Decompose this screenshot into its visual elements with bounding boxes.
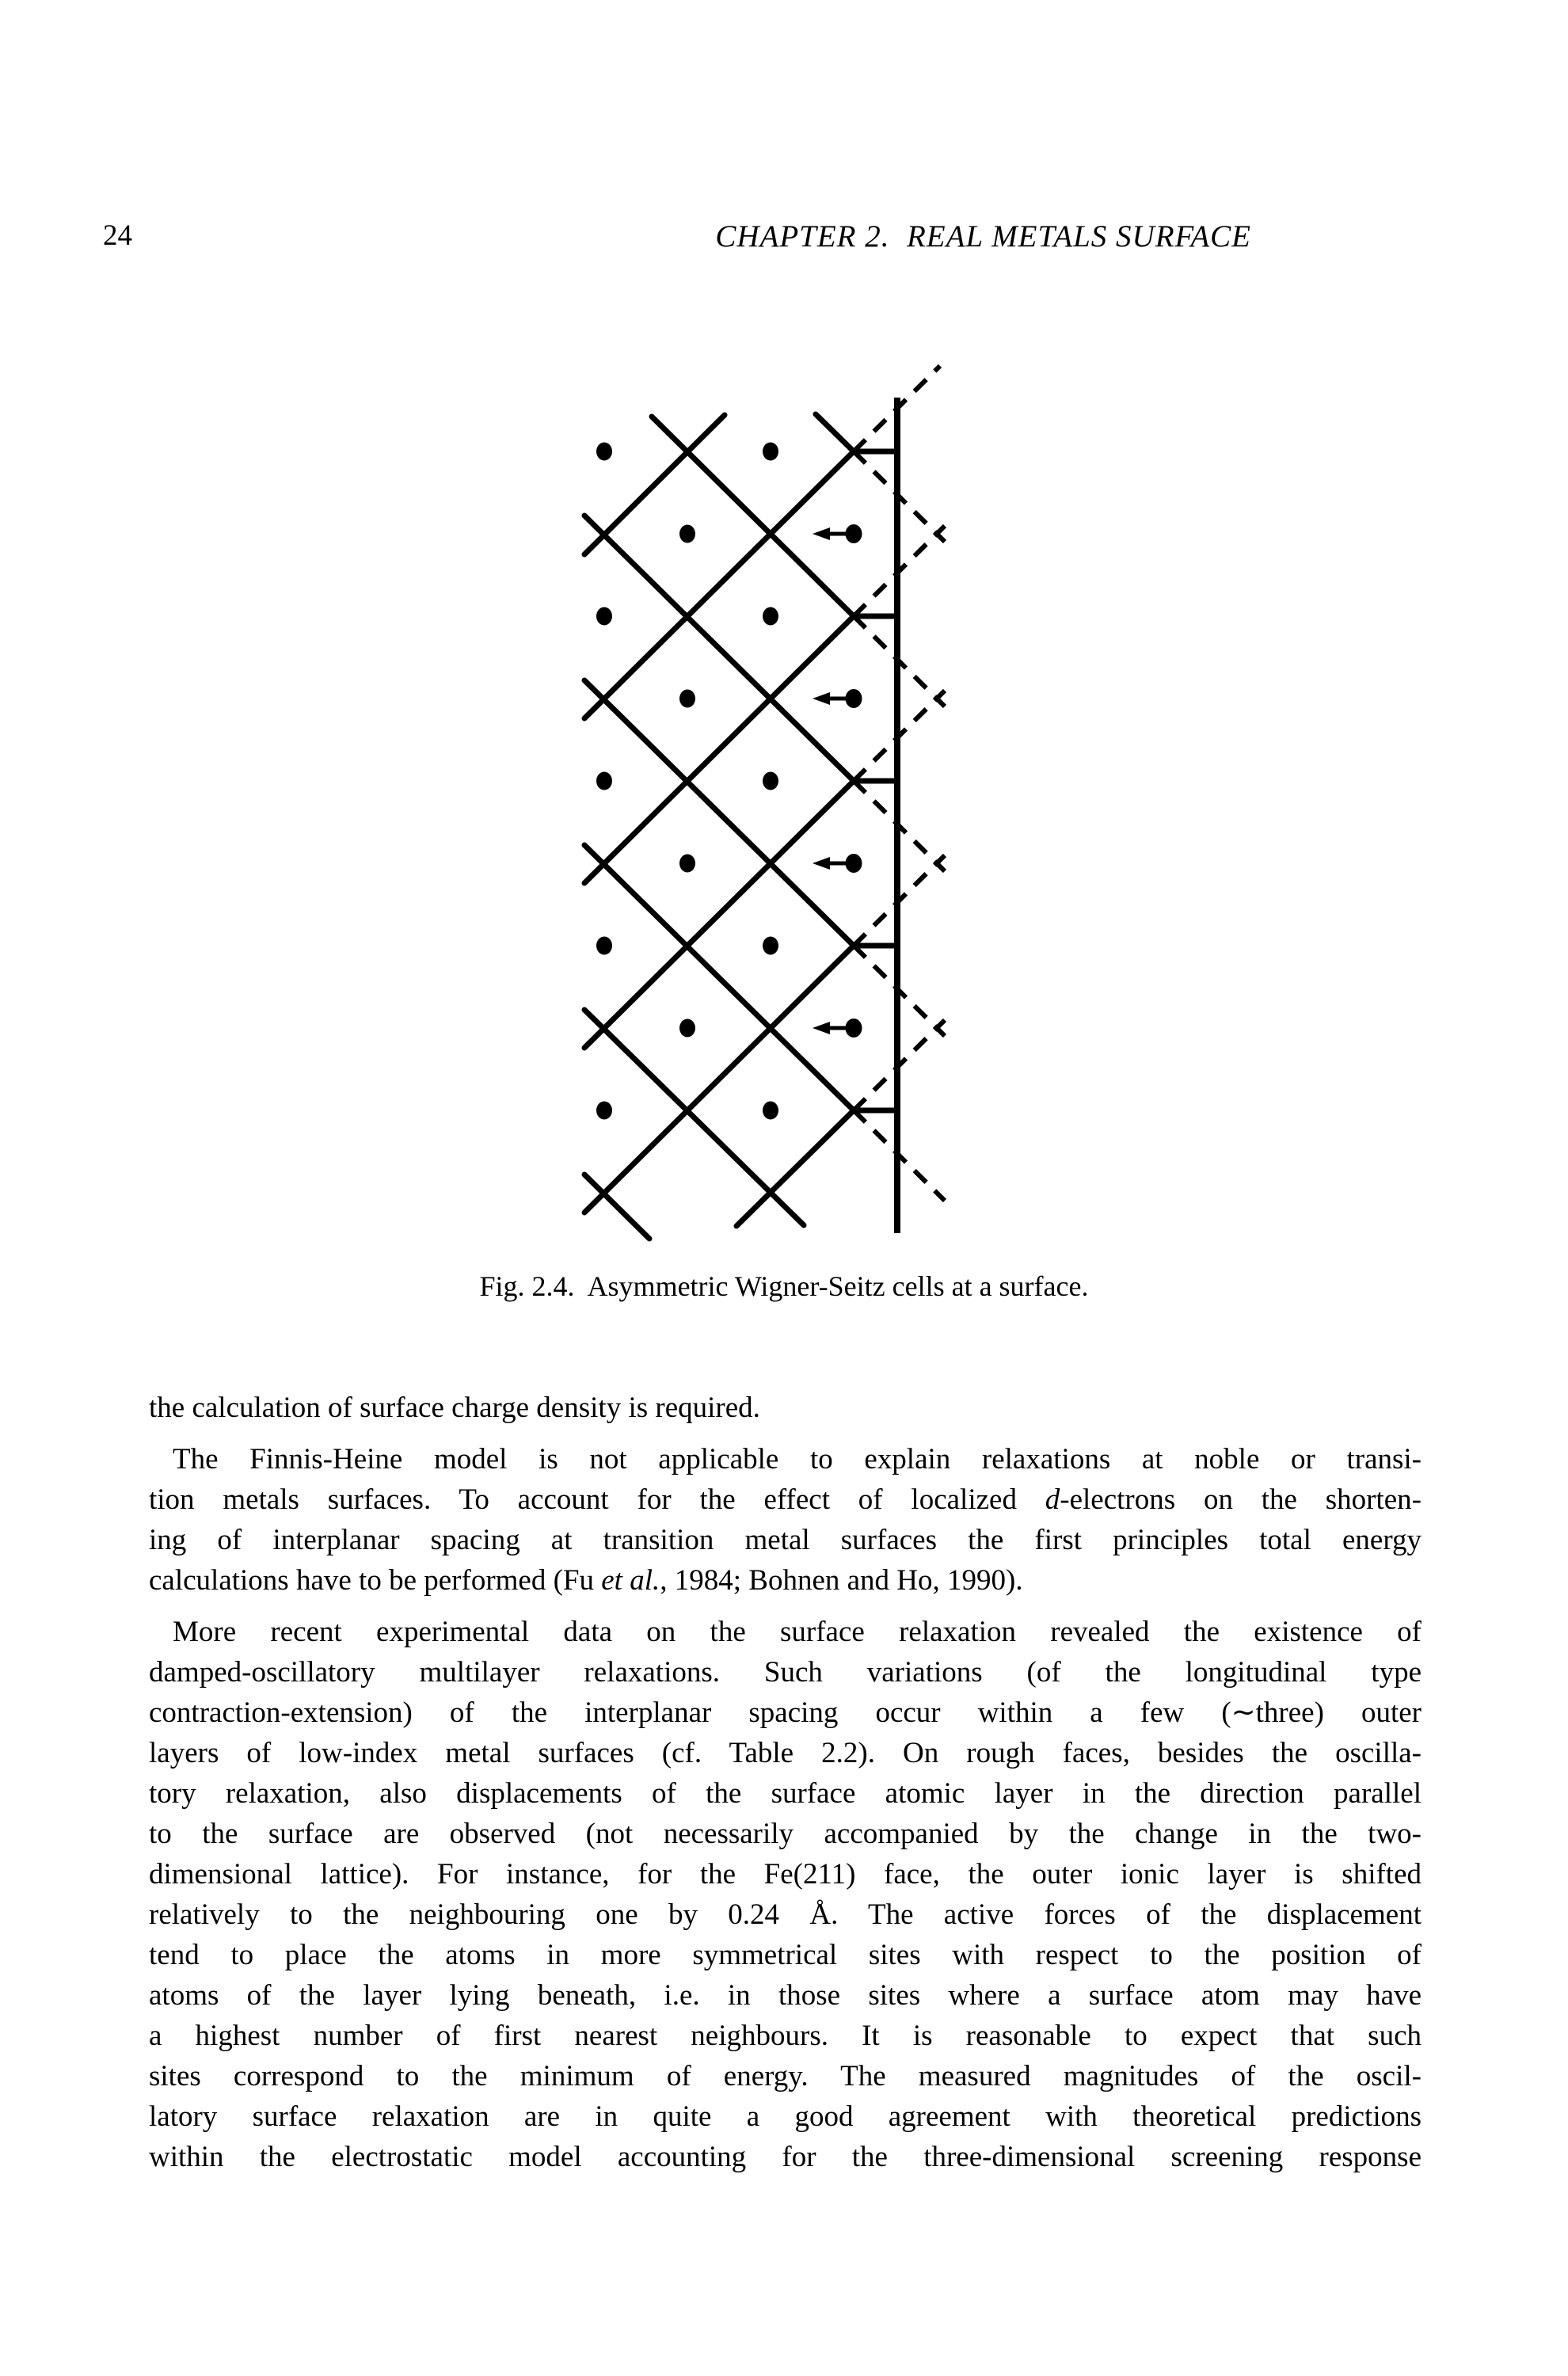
text-segment: tion metals surfaces. To account for the effect of localized [149, 1483, 1045, 1516]
paragraph [149, 1612, 1421, 2177]
text-line [149, 1894, 1421, 1935]
text-line [149, 1439, 1421, 1479]
atom-dot [596, 443, 612, 461]
running-head: CHAPTER 2. REAL METALS SURFACE [715, 219, 1251, 253]
text-segment: layers of low-index metal surfaces (cf. Table 2.2). On rough faces, besides the oscilla- [149, 1737, 1421, 1769]
left-arrow-icon [813, 1022, 830, 1034]
text-line [149, 2137, 1421, 2177]
text-segment: calculations have to be performed (Fu [149, 1564, 602, 1597]
atom-dot [679, 690, 695, 708]
atom-dot [763, 443, 778, 461]
atom-dot [679, 855, 695, 873]
italic-text-segment: d [1045, 1483, 1060, 1516]
text-segment: ing of interplanar spacing at transition metal surfaces the first principles total energy [149, 1524, 1421, 1556]
text-line [149, 1388, 1421, 1428]
atom-dot [763, 772, 778, 790]
text-line [149, 1935, 1421, 1975]
lattice-line [584, 845, 854, 1110]
atom-dot [763, 937, 778, 955]
text-line [149, 1520, 1421, 1560]
text-segment: the calculation of surface charge density is required. [149, 1392, 760, 1424]
text-segment: More recent experimental data on the surface relaxation revealed the existence of [173, 1616, 1421, 1648]
lattice-line [584, 680, 854, 946]
atom-dot [596, 772, 612, 790]
page-number: 24 [103, 219, 132, 252]
lattice-line [584, 516, 854, 781]
text-segment: relatively to the neighbouring one by 0.24 Å. The active forces of the displacement [149, 1898, 1421, 1931]
wigner-seitz-figure [574, 370, 954, 1265]
lattice-line [652, 417, 854, 616]
text-segment: to the surface are observed (not necessarily accompanied by the change in the two- [149, 1818, 1421, 1850]
text-segment: within the electrostatic model accounting for the three-dimensional screening response [149, 2141, 1421, 2173]
text-line [149, 1560, 1421, 1601]
text-line [149, 1652, 1421, 1693]
lattice-line [584, 616, 854, 883]
text-segment: damped-oscillatory multilayer relaxations. Such variations (of the longitudinal type [149, 1656, 1421, 1689]
left-arrow-icon [813, 857, 830, 870]
text-line [149, 2096, 1421, 2137]
text-segment: dimensional lattice). For instance, for the Fe(211) face, the outer ionic layer is shifted [149, 1858, 1421, 1891]
text-segment: tend to place the atoms in more symmetrical sites with respect to the position of [149, 1939, 1421, 1971]
text-segment: contraction-extension) of the interplanar spacing occur within a few (∼three) outer [149, 1696, 1421, 1729]
lattice-line [584, 781, 854, 1048]
text-segment: a highest number of first nearest neighbours. It is reasonable to expect that such [149, 2020, 1421, 2052]
atom-dot [596, 937, 612, 955]
text-segment: latory surface relaxation are in quite a good agreement with theoretical predictions [149, 2100, 1421, 2133]
text-line [149, 1612, 1421, 1652]
atom-dot [596, 607, 612, 626]
lattice-line [584, 946, 854, 1213]
italic-text-segment: et al. [601, 1564, 660, 1597]
surface-ticks [854, 451, 897, 1110]
text-segment: -electrons on the shorten- [1060, 1483, 1421, 1516]
lattice-line [584, 451, 854, 718]
atom-dot [679, 525, 695, 543]
lattice-line [584, 415, 725, 554]
text-segment: atoms of the layer lying beneath, i.e. in those sites where a surface atom may have [149, 1979, 1421, 2012]
atom-dot [763, 1102, 778, 1120]
left-arrow-icon [813, 692, 830, 705]
text-line [149, 1733, 1421, 1773]
lattice-line [816, 414, 854, 451]
text-segment: tory relaxation, also displacements of the surface atomic layer in the direction parallel [149, 1777, 1421, 1810]
figure-caption: Fig. 2.4. Asymmetric Wigner-Seitz cells at a surface. [479, 1270, 1089, 1302]
atom-dot [596, 1102, 612, 1120]
text-segment: sites correspond to the minimum of energy. The measured magnitudes of the oscil- [149, 2060, 1421, 2092]
body-text [149, 1388, 1421, 2177]
text-line [149, 1693, 1421, 1733]
left-arrow-icon [813, 527, 830, 540]
atom-dot [679, 1019, 695, 1038]
lattice-lines [584, 414, 854, 1239]
lattice-line [736, 1110, 854, 1226]
text-line [149, 1975, 1421, 2016]
text-line [149, 1479, 1421, 1520]
text-line [149, 1814, 1421, 1854]
text-line [149, 1854, 1421, 1894]
text-line [149, 1773, 1421, 1814]
atom-dot [763, 607, 778, 626]
paragraph [149, 1439, 1421, 1601]
paragraph [149, 1388, 1421, 1428]
text-line [149, 2056, 1421, 2096]
text-line [149, 2016, 1421, 2056]
text-segment: The Finnis-Heine model is not applicable to explain relaxations at noble or transi- [173, 1443, 1421, 1475]
atom-dots [596, 443, 862, 1120]
text-segment: , 1984; Bohnen and Ho, 1990). [660, 1564, 1023, 1597]
